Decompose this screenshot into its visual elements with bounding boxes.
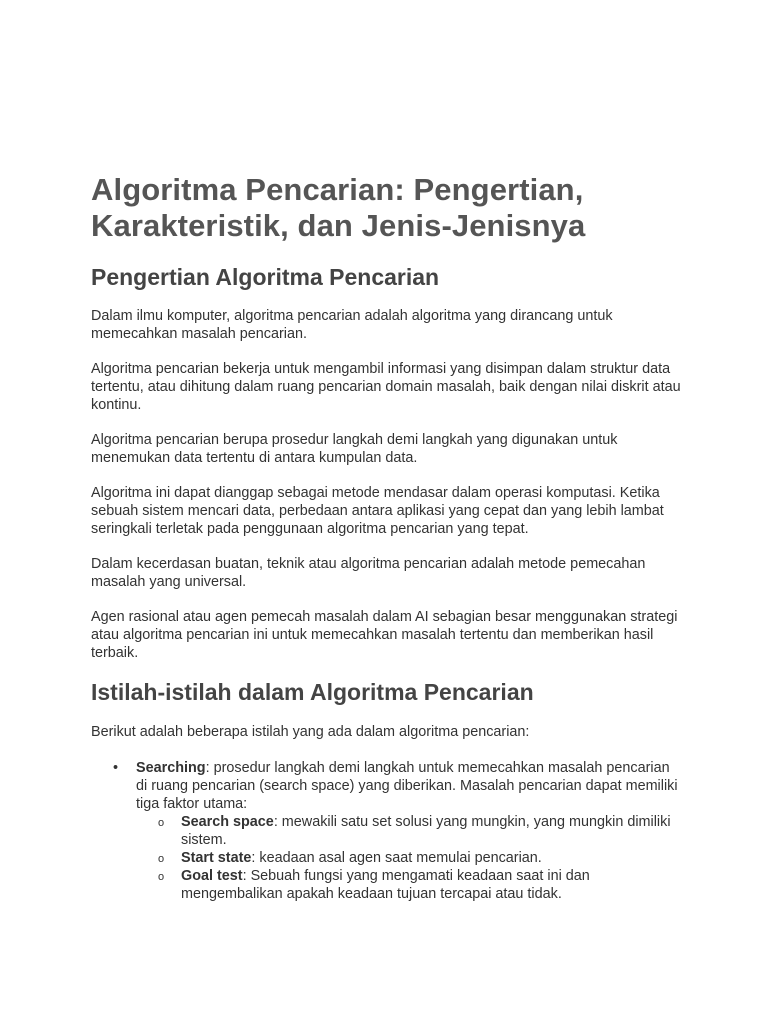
- section-heading-pengertian: Pengertian Algoritma Pencarian: [91, 264, 440, 290]
- sub-term-list: [136, 813, 681, 903]
- sub-list-item: [136, 867, 681, 903]
- paragraph: Dalam kecerdasan buatan, teknik atau algoritma pencarian adalah metode pemecahan masalah yang universal.: [91, 556, 646, 590]
- sub-term-description: : keadaan asal agen saat memulai pencarian.: [251, 850, 542, 866]
- circle-bullet-icon: o: [158, 871, 165, 883]
- paragraph: Algoritma pencarian bekerja untuk mengambil informasi yang disimpan dalam struktur data tertentu, atau dihitung dalam ruang pencarian domain masalah, baik dengan nilai diskrit atau kontinu.: [91, 361, 681, 413]
- sub-term-description: : Sebuah fungsi yang mengamati keadaan saat ini dan mengembalikan apakah keadaan tujuan tercapai atau tidak.: [181, 868, 590, 902]
- sub-list-item: [136, 849, 681, 867]
- document-page: [91, 172, 681, 903]
- section-intro: Berikut adalah beberapa istilah yang ada dalam algoritma pencarian:: [91, 724, 530, 740]
- section-heading-istilah: Istilah-istilah dalam Algoritma Pencarian: [91, 679, 534, 705]
- bullet-icon: •: [113, 760, 119, 776]
- sub-term-label: Start state: [181, 850, 252, 866]
- circle-bullet-icon: o: [158, 853, 165, 865]
- document-title: Algoritma Pencarian: Pengertian, Karakteristik, dan Jenis-Jenisnya: [91, 172, 586, 243]
- paragraph: Algoritma pencarian berupa prosedur langkah demi langkah yang digunakan untuk menemukan data tertentu di antara kumpulan data.: [91, 432, 618, 466]
- list-item: [91, 759, 681, 903]
- paragraph: Agen rasional atau agen pemecah masalah dalam AI sebagian besar menggunakan strategi atau algoritma pencarian ini untuk memecahkan masalah tertentu dan memberikan hasil terbaik.: [91, 609, 678, 661]
- sub-term-label: Goal test: [181, 868, 243, 884]
- term-list: [91, 759, 681, 903]
- sub-term-description: : mewakili satu set solusi yang mungkin, yang mungkin dimiliki sistem.: [181, 814, 671, 848]
- paragraph: Dalam ilmu komputer, algoritma pencarian adalah algoritma yang dirancang untuk memecahkan masalah pencarian.: [91, 308, 613, 342]
- paragraph: Algoritma ini dapat dianggap sebagai metode mendasar dalam operasi komputasi. Ketika sebuah sistem mencari data, perbedaan antara aplikasi yang cepat dan yang lebih lambat seringkali terletak pada penggunaan algoritma pencarian yang tepat.: [91, 485, 664, 537]
- sub-term-label: Search space: [181, 814, 274, 830]
- sub-list-item: [136, 813, 681, 849]
- circle-bullet-icon: o: [158, 817, 165, 829]
- term-label: Searching: [136, 760, 206, 776]
- term-description: : prosedur langkah demi langkah untuk memecahkan masalah pencarian di ruang pencarian (search space) yang diberikan. Masalah pencarian dapat memiliki tiga faktor utama:: [136, 760, 678, 812]
